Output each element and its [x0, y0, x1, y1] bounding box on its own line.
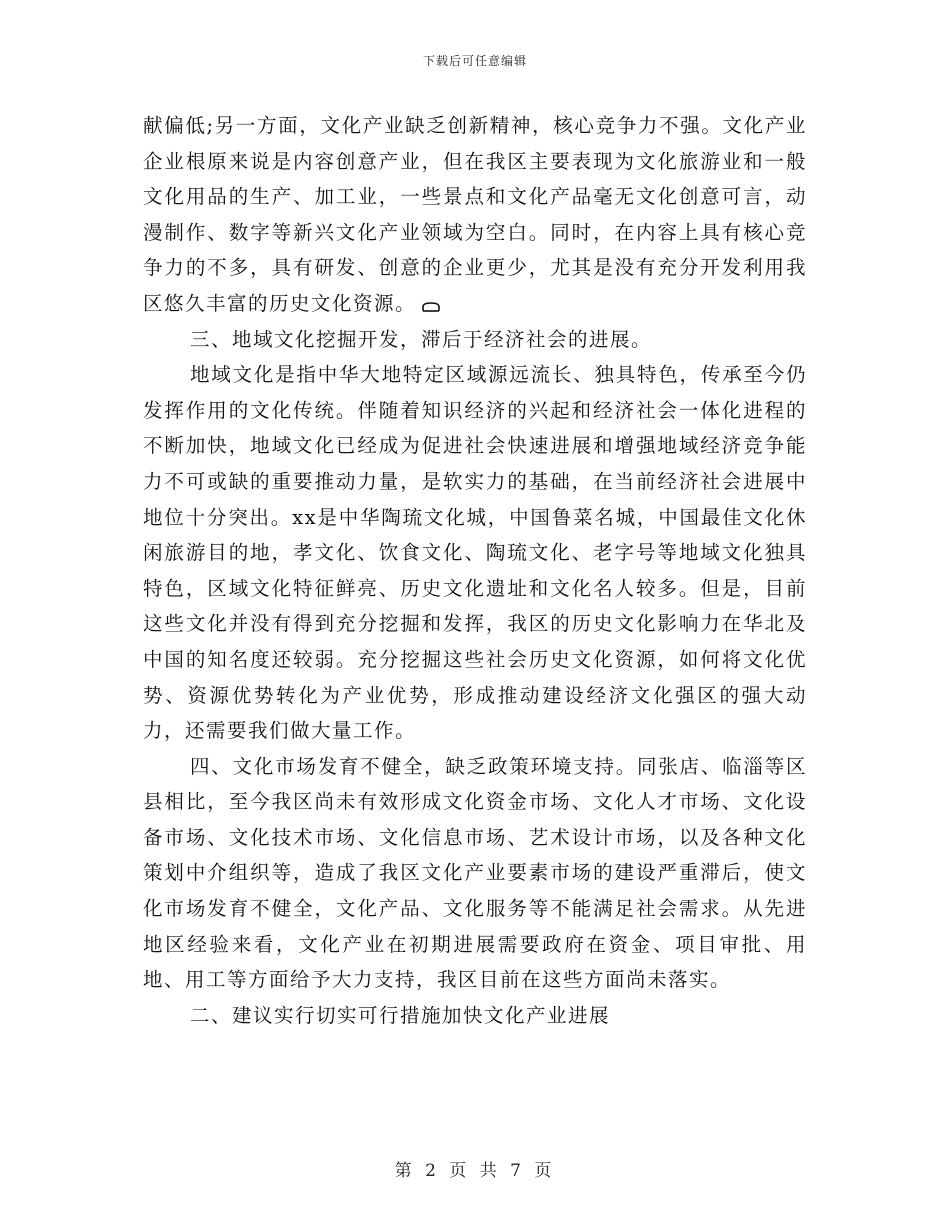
page-number: 第 2 页 共 7 页: [394, 1161, 556, 1181]
return-mark-icon: [422, 300, 440, 312]
paragraph-text: 献偏低;另一方面，文化产业缺乏创新精神，核心竞争力不强。文化产业企业根原来说是内容创意产业，但在我区主要表现为文化旅游业和一般文化用品的生产、加工业，一些景点和文化产品毫无文化创意可言，动漫制作、数字等新兴文化产业领域为空白。同时，在内容上具有核心竞争力的不多，具有研发、创意的企业更少，尤其是没有充分开发利用我区悠久丰富的历史文化资源。: [143, 114, 807, 315]
section-heading: 三、地域文化挖掘开发，滞后于经济社会的进展。: [190, 327, 653, 351]
page-header: 下载后可任意编辑: [422, 54, 527, 68]
paragraph: 四、文化市场发育不健全，缺乏政策环境支持。同张店、临淄等区县相比，至今我区尚未有效形成文化资金市场、文化人才市场、文化设备市场、文化技术市场、文化信息市场、艺术设计市场，以及各种文化策划中介组织等，造成了我区文化产业要素市场的建设严重滞后，使文化市场发育不健全，文化产品、文化服务等不能满足社会需求。从先进地区经验来看，文化产业在初期进展需要政府在资金、项目审批、用地、用工等方面给予大力支持，我区目前在这些方面尚未落实。: [143, 754, 807, 992]
paragraph: [143, 108, 807, 322]
paragraph: 地域文化是指中华大地特定区域源远流长、独具特色，传承至今仍发挥作用的文化传统。伴随着知识经济的兴起和经济社会一体化进程的不断加快，地域文化已经成为促进社会快速进展和增强地域经济竞争能力不可或缺的重要推动力量，是软实力的基础，在当前经济社会进展中地位十分突出。xx是中华陶琉文化城，中国鲁菜名城，中国最佳文化休闲旅游目的地，孝文化、饮食文化、陶琉文化、老字号等地域文化独具特色，区域文化特征鲜亮、历史文化遗址和文化名人较多。但是，目前这些文化并没有得到充分挖掘和发挥，我区的历史文化影响力在华北及中国的知名度还较弱。充分挖掘这些社会历史文化资源，如何将文化优势、资源优势转化为产业优势，形成推动建设经济文化强区的强大动力，还需要我们做大量工作。: [143, 363, 807, 743]
document-body: [143, 108, 807, 1033]
section-heading: 二、建议实行切实可行措施加快文化产业进展: [190, 1003, 611, 1027]
